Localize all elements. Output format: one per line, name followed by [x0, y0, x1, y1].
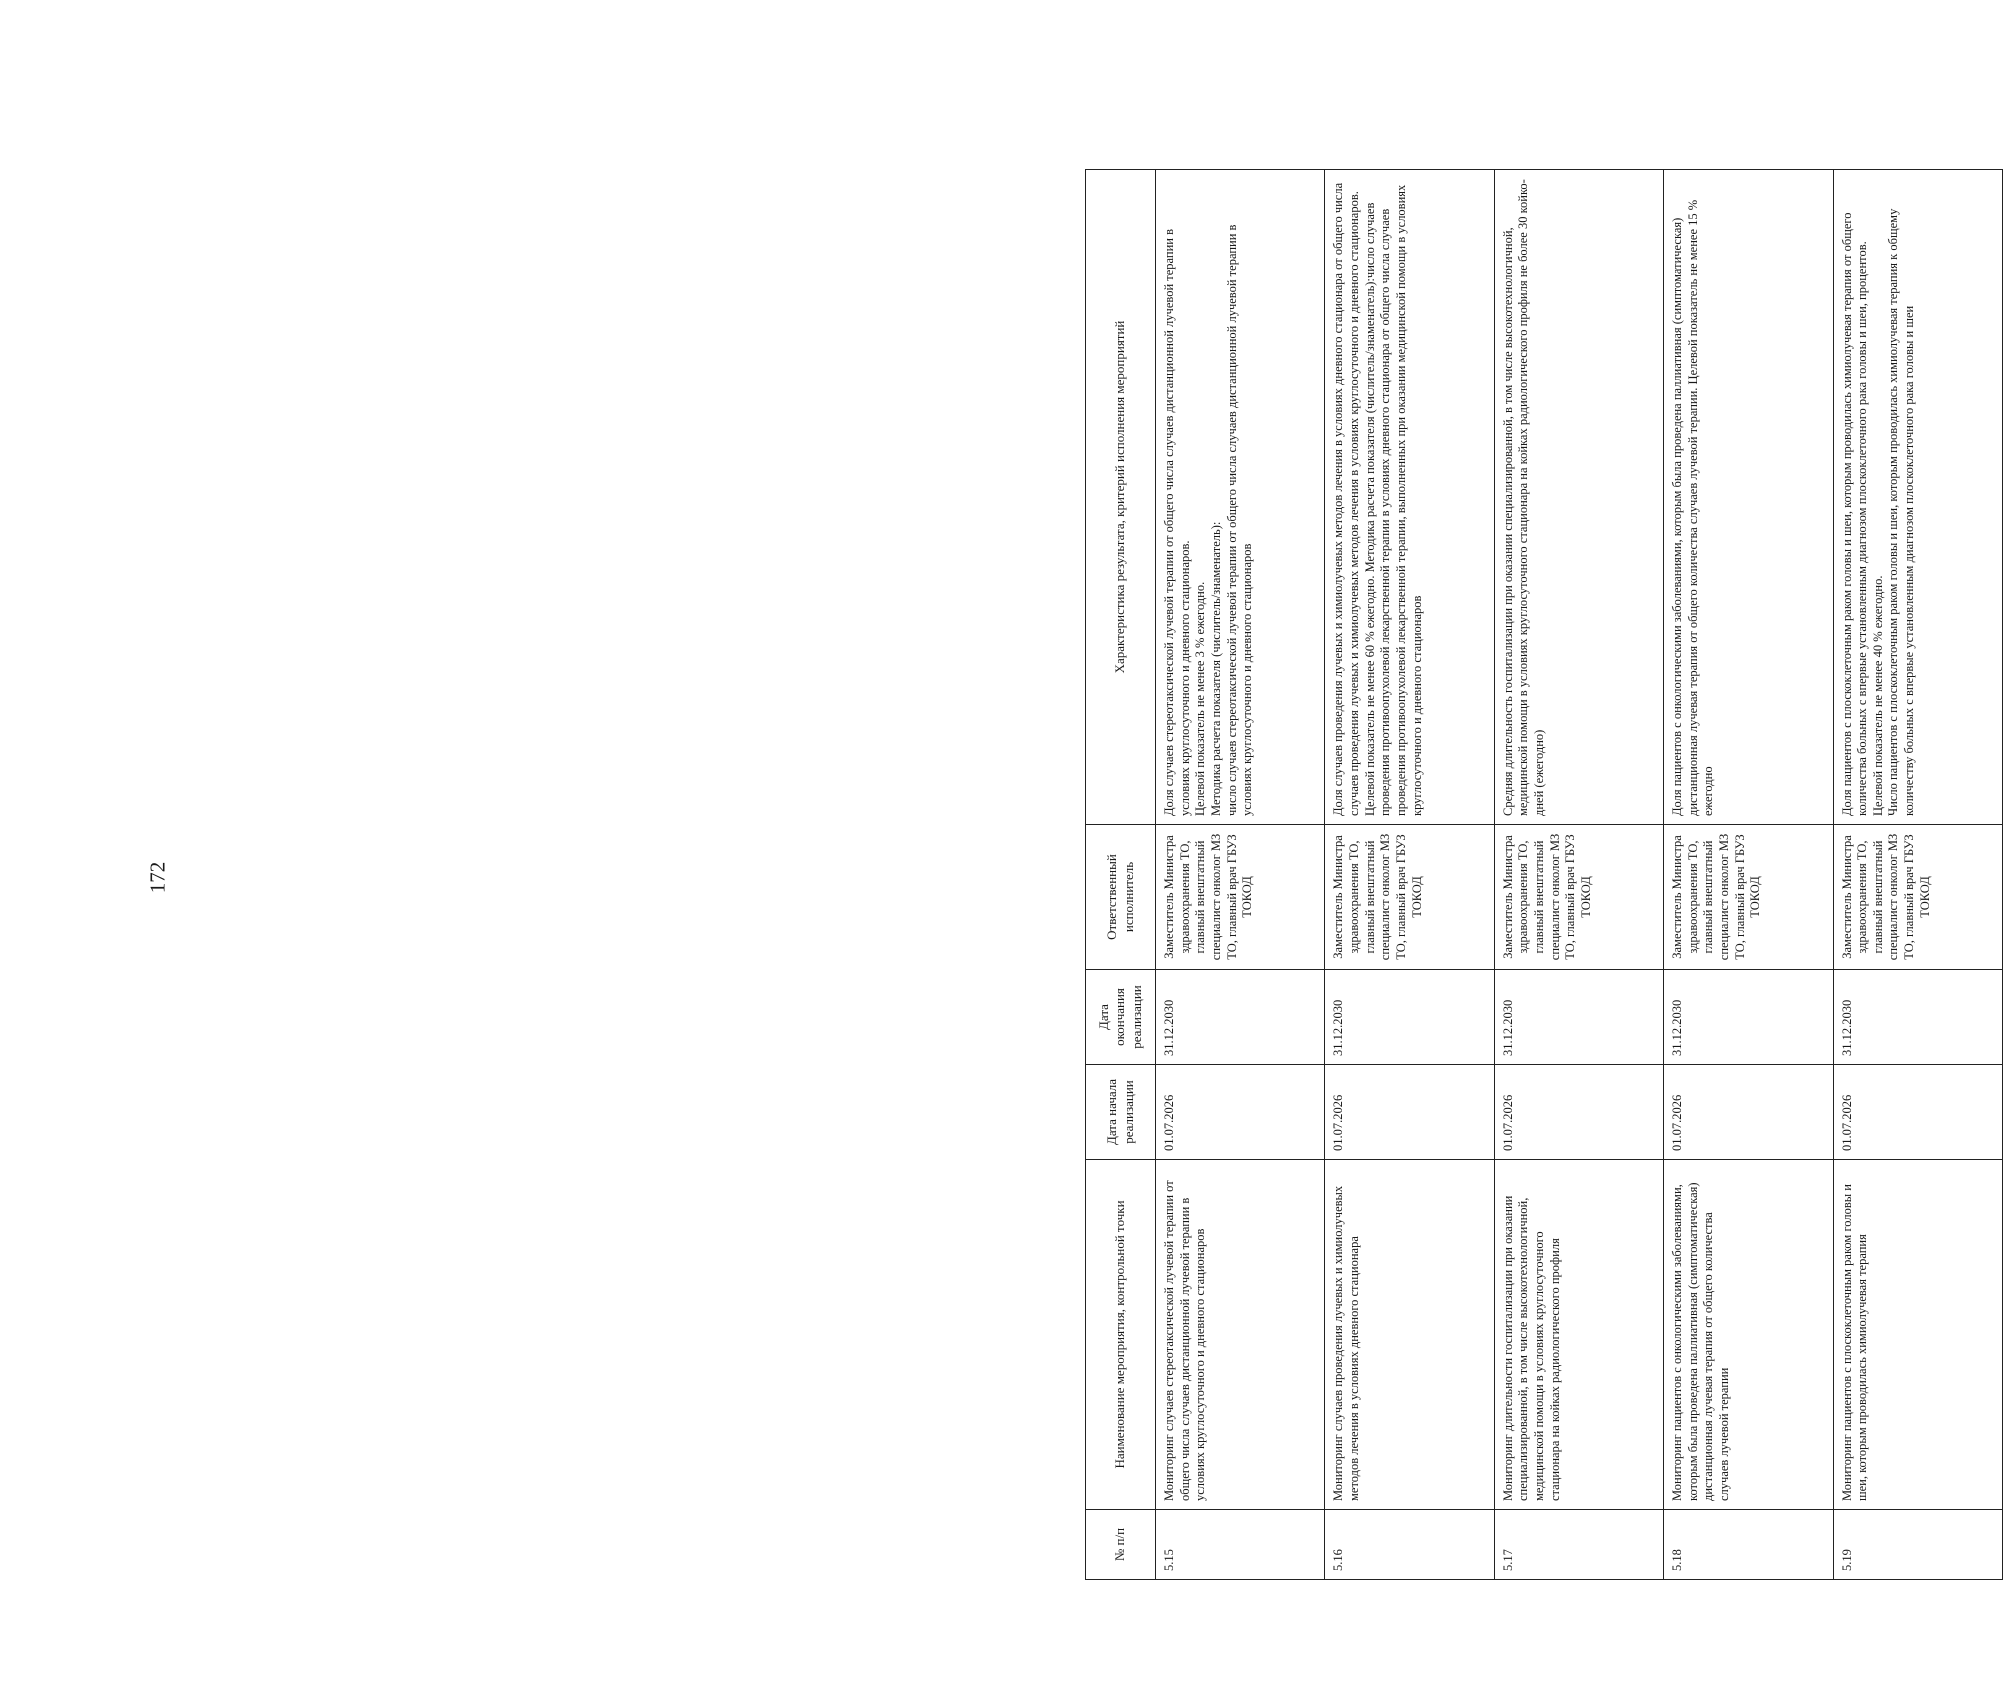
row-start-date: 01.07.2026: [1494, 1065, 1663, 1160]
row-responsible: Заместитель Министра здравоохранения ТО, главный внештатный специалист онколог МЗ ТО, главный врач ГБУЗ ТОКОД: [1833, 825, 2002, 970]
header-name: Наименование мероприятия, контрольной точки: [1086, 1160, 1156, 1510]
table-row: [1664, 170, 1833, 1580]
table-header-row: [1086, 170, 1156, 1580]
row-name: Мониторинг пациентов с плоскоклеточным раком головы и шеи, которым проводилась химиолучевая терапия: [1833, 1160, 2002, 1510]
row-end-date: 31.12.2030: [1833, 970, 2002, 1065]
row-name: Мониторинг длительности госпитализации при оказании специализированной, в том числе высокотехнологичной, медицинской помощи в условиях круглосуточного стационара на койках радиологического профиля: [1494, 1160, 1663, 1510]
row-num: 5.16: [1325, 1510, 1494, 1580]
row-end-date: 31.12.2030: [1494, 970, 1663, 1065]
table-row: [1156, 170, 1325, 1580]
row-description: Доля пациентов с онкологическими заболеваниями, которым была проведена паллиативная (симптоматическая) дистанционная лучевая терапия от общего количества случаев лучевой терапии. Целевой показатель не менее 15 % ежегодно: [1664, 170, 1833, 825]
row-name: Мониторинг пациентов с онкологическими заболеваниями, которым была проведена паллиативная (симптоматическая) дистанционная лучевая терапия от общего количества случаев лучевой терапии: [1664, 1160, 1833, 1510]
row-responsible: Заместитель Министра здравоохранения ТО, главный внештатный специалист онколог МЗ ТО, главный врач ГБУЗ ТОКОД: [1664, 825, 1833, 970]
table-row: [1325, 170, 1494, 1580]
row-num: 5.17: [1494, 1510, 1663, 1580]
header-responsible: Ответственный исполнитель: [1086, 825, 1156, 970]
header-num: № п/п: [1086, 1510, 1156, 1580]
row-num: 5.18: [1664, 1510, 1833, 1580]
row-responsible: Заместитель Министра здравоохранения ТО, главный внештатный специалист онколог МЗ ТО, главный врач ГБУЗ ТОКОД: [1156, 825, 1325, 970]
row-name: Мониторинг случаев проведения лучевых и химиолучевых методов лечения в условиях дневного стационара: [1325, 1160, 1494, 1510]
measures-table: [1085, 169, 2003, 1580]
row-num: 5.15: [1156, 1510, 1325, 1580]
row-name: Мониторинг случаев стереотаксической лучевой терапии от общего числа случаев дистанционной лучевой терапии в условиях круглосуточного и дневного стационаров: [1156, 1160, 1325, 1510]
row-start-date: 01.07.2026: [1833, 1065, 2002, 1160]
row-responsible: Заместитель Министра здравоохранения ТО, главный внештатный специалист онколог МЗ ТО, главный врач ГБУЗ ТОКОД: [1494, 825, 1663, 970]
row-description: Доля пациентов с плоскоклеточным раком головы и шеи, которым проводилась химиолучевая терапия от общего количества больных с впервые установленным диагнозом плоскоклеточного рака головы и шеи, процентов. Целевой показатель не менее 40 % ежегодно. Число пациентов с плоскоклеточным раком головы и шеи, которым проводилась химиолучевая терапия к общему количеству больных с впервые установленным диагнозом плоскоклеточного рака головы и шеи: [1833, 170, 2002, 825]
row-description: Доля случаев проведения лучевых и химиолучевых методов лечения в условиях дневного стационара от общего числа случаев проведения лучевых и химиолучевых методов лечения в условиях круглосуточного и дневного стационаров. Целевой показатель не менее 60 % ежегодно. Методика расчета показателя (числитель/знаменатель):число случаев проведения противоопухолевой лекарственной терапии в условиях дневного стационара от общего числа случаев проведения противоопухолевой лекарственной терапии, выполненных при оказании медицинской помощи в условиях круглосуточного и дневного стационаров: [1325, 170, 1494, 825]
row-description: Средняя длительность госпитализации при оказании специализированной, в том числе высокотехнологичной, медицинской помощи в условиях круглосуточного стационара на койках радиологического профиля не более 30 койко-дней (ежегодно): [1494, 170, 1663, 825]
row-num: 5.19: [1833, 1510, 2002, 1580]
header-end-date: Дата окончания реализации: [1086, 970, 1156, 1065]
row-start-date: 01.07.2026: [1664, 1065, 1833, 1160]
row-end-date: 31.12.2030: [1156, 970, 1325, 1065]
page-number: 172: [145, 861, 170, 894]
row-start-date: 01.07.2026: [1325, 1065, 1494, 1160]
row-responsible: Заместитель Министра здравоохранения ТО, главный внештатный специалист онколог МЗ ТО, главный врач ГБУЗ ТОКОД: [1325, 825, 1494, 970]
header-start-date: Дата начала реализации: [1086, 1065, 1156, 1160]
row-description: Доля случаев стереотаксической лучевой терапии от общего числа случаев дистанционной лучевой терапии в условиях круглосуточного и дневного стационаров. Целевой показатель не менее 3 % ежегодно. Методика расчета показателя (числитель/знаменатель): число случаев стереотаксической лучевой терапии от общего числа случаев дистанционной лучевой терапии в условиях круглосуточного и дневного стационаров: [1156, 170, 1325, 825]
header-description: Характеристика результата, критерий исполнения мероприятий: [1086, 170, 1156, 825]
table-row: [1833, 170, 2002, 1580]
row-end-date: 31.12.2030: [1325, 970, 1494, 1065]
row-end-date: 31.12.2030: [1664, 970, 1833, 1065]
rotated-page-content: [1085, 170, 2003, 1580]
row-start-date: 01.07.2026: [1156, 1065, 1325, 1160]
table-row: [1494, 170, 1663, 1580]
